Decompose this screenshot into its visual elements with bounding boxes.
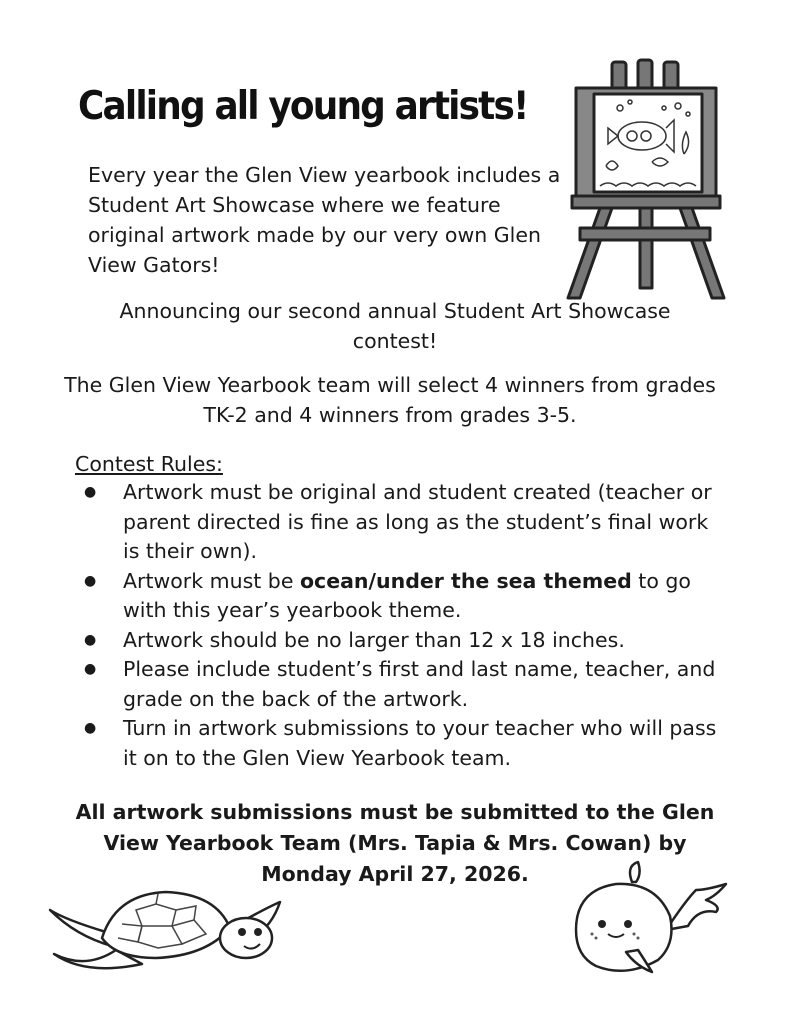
intro-paragraph: Every year the Glen View yearbook includes a Student Art Showcase where we feature original artwork made by our very own Glen View Gators!	[88, 163, 561, 277]
flyer-title: Calling all young artists!	[78, 84, 528, 129]
whale-icon	[566, 860, 728, 982]
deadline-text: All artwork submissions must be submitted to the Glen View Yearbook Team (Mrs. Tapia & Mrs. Cowan) by Monday April 27, 2026.	[75, 800, 715, 886]
rules-list	[80, 478, 730, 773]
rule-item: ● Artwork should be no larger than 12 x 18 inches.	[80, 626, 730, 656]
winners-text: The Glen View Yearbook team will select 4 winners from grades TK-2 and 4 winners from grades 3-5.	[64, 373, 716, 427]
theme-emphasis: ocean/under the sea themed	[299, 568, 632, 593]
rule-item: ● Please include student’s first and last name, teacher, and grade on the back of the artwork.	[80, 655, 730, 714]
rule-item: ● Artwork must be ocean/under the sea themed to go with this year’s yearbook theme.	[80, 567, 730, 626]
rules-heading: Contest Rules:	[75, 452, 223, 476]
easel-icon	[560, 58, 732, 303]
announcement-text: Announcing our second annual Student Art Showcase contest!	[119, 299, 671, 353]
rule-item: ● Artwork must be original and student created (teacher or parent directed is fine as long as the student’s final work is their own).	[80, 478, 730, 567]
rule-item: ● Turn in artwork submissions to your teacher who will pass it on to the Glen View Yearbook team.	[80, 714, 730, 773]
sea-turtle-icon	[46, 880, 286, 980]
